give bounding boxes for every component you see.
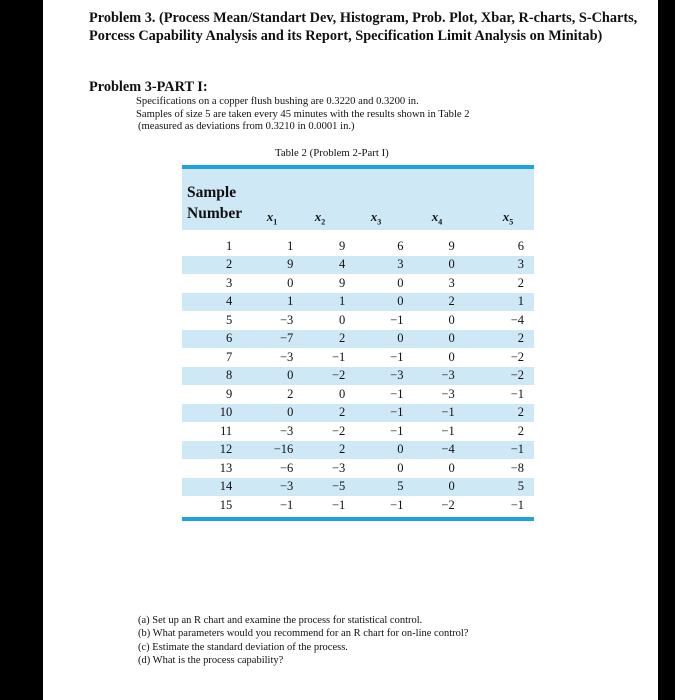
problem-title: Problem 3. (Process Mean/Standart Dev, Histogram, Prob. Plot, Xbar, R-charts, S-Charts, Porcess Capability Analysis and its Report, Specification Limit Analysis on Minitab) <box>89 10 638 44</box>
measurement-cell: −3 <box>441 386 455 401</box>
measurement-cell: 0 <box>397 460 404 475</box>
sample-number-cell: 8 <box>182 367 242 386</box>
measurement-cell: 0 <box>339 386 346 401</box>
table-row <box>182 237 534 256</box>
measurement-cell: −1 <box>441 423 455 438</box>
measurement-cell: 1 <box>471 293 534 312</box>
measurement-cell: 2 <box>471 404 534 423</box>
measurement-cell: 0 <box>407 256 470 275</box>
measurement-cell: 0 <box>348 330 407 349</box>
measurement-cell: 6 <box>397 238 404 253</box>
table-caption: Table 2 (Problem 2-Part I) <box>275 147 389 159</box>
header-x3: $x_3$ <box>370 209 382 227</box>
measurement-cell: −8 <box>510 460 524 475</box>
measurement-cell: 3 <box>471 256 534 275</box>
measurement-cell: 0 <box>397 275 404 290</box>
question-item: (c) Estimate the standard deviation of the process. <box>138 641 348 653</box>
data-table <box>182 165 534 521</box>
measurement-cell: 4 <box>299 256 348 275</box>
measurement-cell: −1 <box>390 312 404 327</box>
table-bottom-rule <box>182 517 534 521</box>
measurement-cell: −1 <box>280 497 294 512</box>
measurement-cell: 9 <box>242 256 299 275</box>
table-row <box>182 478 534 497</box>
measurement-cell: −3 <box>348 367 407 386</box>
measurement-cell: 1 <box>287 238 294 253</box>
sample-number-cell: 9 <box>225 386 233 401</box>
measurement-cell: 2 <box>287 386 294 401</box>
table-row <box>182 496 534 515</box>
measurement-cell: 0 <box>242 404 299 423</box>
table-row <box>182 367 534 386</box>
question-item: (d) What is the process capability? <box>138 654 284 666</box>
measurement-cell: 6 <box>517 238 524 253</box>
header-x2: $x_2$ <box>314 209 326 227</box>
question-item: (b) What parameters would you recommend for an R chart for on-line control? <box>138 628 469 640</box>
measurement-cell: −1 <box>510 497 524 512</box>
table-row <box>182 404 534 423</box>
sample-number-cell: 4 <box>182 293 242 312</box>
sample-number-cell: 11 <box>220 423 233 438</box>
table-header <box>182 169 534 230</box>
measurement-cell: −1 <box>348 404 407 423</box>
header-x1: $x_1$ <box>266 209 278 227</box>
sample-number-cell: 3 <box>225 275 233 290</box>
measurement-cell: 9 <box>339 275 346 290</box>
measurement-cell: −1 <box>390 386 404 401</box>
measurement-cell: 0 <box>339 312 346 327</box>
measurement-cell: −7 <box>242 330 299 349</box>
measurement-cell: 0 <box>242 367 299 386</box>
measurement-cell: 2 <box>517 275 524 290</box>
measurement-cell: −3 <box>331 460 346 475</box>
measurement-cell: 1 <box>242 293 299 312</box>
sample-number-cell: 5 <box>225 312 233 327</box>
measurement-cell: −6 <box>280 460 294 475</box>
measurement-cell: 0 <box>287 275 294 290</box>
measurement-cell: −1 <box>390 423 404 438</box>
measurement-cell: −4 <box>407 441 470 460</box>
document-page <box>43 0 658 700</box>
header-sample-number: Sample Number <box>187 184 243 222</box>
measurement-cell: 0 <box>407 330 470 349</box>
table-row <box>182 293 534 312</box>
measurement-cell: 3 <box>448 275 455 290</box>
measurement-cell: 2 <box>299 330 348 349</box>
sample-number-cell: 15 <box>219 497 233 512</box>
measurement-cell: 2 <box>471 330 534 349</box>
part-title: Problem 3-PART I: <box>89 79 208 95</box>
measurement-cell: −3 <box>407 367 470 386</box>
measurement-cell: −2 <box>471 367 534 386</box>
measurement-cell: −2 <box>331 423 346 438</box>
measurement-cell: 2 <box>299 441 348 460</box>
measurement-cell: −3 <box>280 312 294 327</box>
table-row <box>182 385 534 404</box>
measurement-cell: −3 <box>280 423 294 438</box>
measurement-cell: −1 <box>331 497 346 512</box>
measurement-cell: −2 <box>441 497 455 512</box>
sample-number-cell: 10 <box>182 404 242 423</box>
table-row <box>182 274 534 293</box>
sample-number-cell: 13 <box>219 460 233 475</box>
measurement-cell: −1 <box>471 441 534 460</box>
sample-number-cell: 14 <box>182 478 242 497</box>
measurement-cell: 0 <box>348 441 407 460</box>
right-black-margin <box>658 0 675 700</box>
measurement-cell: 1 <box>299 293 348 312</box>
spec-line: (measured as deviations from 0.3210 in 0.0001 in.) <box>138 121 355 132</box>
questions-list <box>138 614 468 667</box>
table-row <box>182 422 534 441</box>
header-x5: $x_5$ <box>502 209 514 227</box>
measurement-cell: −1 <box>331 349 346 364</box>
table-row <box>182 441 534 460</box>
measurement-cell: 9 <box>339 238 346 253</box>
sample-number-cell: 1 <box>225 238 233 253</box>
measurement-cell: 9 <box>448 238 455 253</box>
measurement-cell: −1 <box>390 497 404 512</box>
measurement-cell: 2 <box>407 293 470 312</box>
measurement-cell: −16 <box>242 441 299 460</box>
measurement-cell: −2 <box>510 349 524 364</box>
measurement-cell: −3 <box>280 349 294 364</box>
table-row <box>182 311 534 330</box>
table-row <box>182 459 534 478</box>
sample-number-cell: 6 <box>182 330 242 349</box>
table-row <box>182 348 534 367</box>
table-row <box>182 256 534 275</box>
measurement-cell: 0 <box>448 460 455 475</box>
sample-number-cell: 12 <box>182 441 242 460</box>
measurement-cell: 2 <box>517 423 524 438</box>
sample-number-cell: 7 <box>225 349 233 364</box>
measurement-cell: −3 <box>242 478 299 497</box>
measurement-cell: −5 <box>299 478 348 497</box>
measurement-cell: 0 <box>348 293 407 312</box>
measurement-cell: −2 <box>299 367 348 386</box>
measurement-cell: 2 <box>299 404 348 423</box>
measurement-cell: 5 <box>348 478 407 497</box>
measurement-cell: −1 <box>510 386 524 401</box>
measurement-cell: 5 <box>471 478 534 497</box>
measurement-cell: 3 <box>348 256 407 275</box>
sample-number-cell: 2 <box>182 256 242 275</box>
measurement-cell: −1 <box>407 404 470 423</box>
left-black-margin <box>0 0 43 700</box>
measurement-cell: −4 <box>510 312 524 327</box>
spec-line: Specifications on a copper flush bushing are 0.3220 and 0.3200 in. <box>136 96 419 107</box>
measurement-cell: 0 <box>407 478 470 497</box>
spec-line: Samples of size 5 are taken every 45 minutes with the results shown in Table 2 <box>136 108 470 120</box>
specification-text <box>136 96 576 134</box>
measurement-cell: 0 <box>448 312 455 327</box>
table-body <box>182 237 534 515</box>
header-x4: $x_4$ <box>431 209 443 227</box>
measurement-cell: −1 <box>390 349 404 364</box>
table-row <box>182 330 534 349</box>
measurement-cell: 0 <box>448 349 455 364</box>
question-item: (a) Set up an R chart and examine the process for statistical control. <box>138 615 423 626</box>
